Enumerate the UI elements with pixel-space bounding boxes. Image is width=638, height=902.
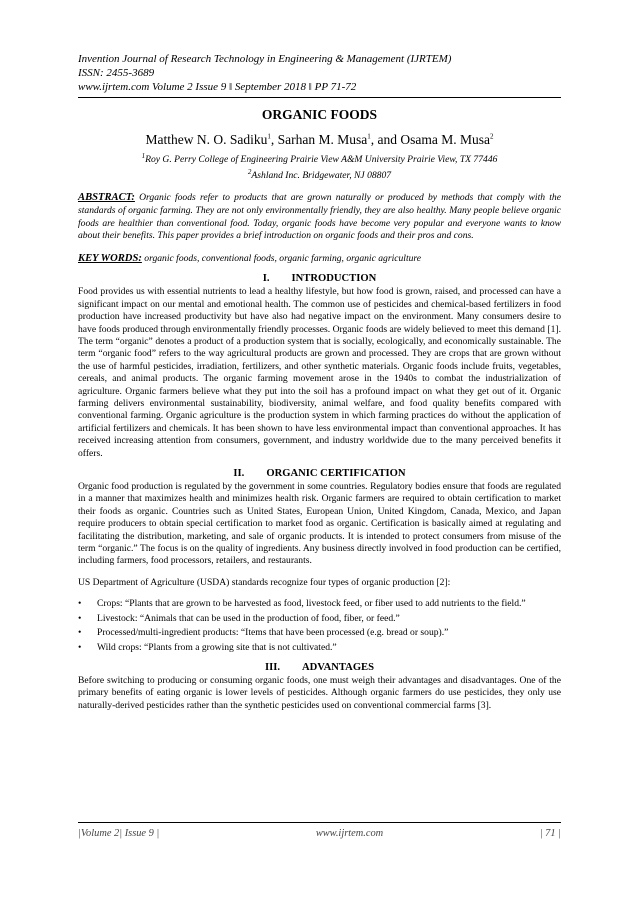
abstract-label: ABSTRACT: — [78, 192, 135, 204]
advantages-paragraph: Before switching to producing or consuming organic foods, one must weigh their advantages and disadvantages. One of the primary benefits of eating organic is lower levels of pesticides. Although organic farmers do use pesticides, they only use naturally-derived pesticides rather than the synthetic pesticides used on conventional commercial farms [3]. — [78, 674, 561, 711]
section-heading-certification: II. ORGANIC CERTIFICATION — [233, 468, 406, 480]
bullet-icon: • — [78, 641, 82, 653]
footer-page-number: | 71 | — [539, 828, 561, 839]
keywords-text: organic foods, conventional foods, organic farming, organic agriculture — [141, 252, 422, 264]
list-item: • Crops: “Plants that are grown to be harvested as food, livestock feed, or fiber used to add nutrients to the field.” — [78, 598, 526, 610]
affiliation-1: $^1$Roy G. Perry College of Engineering Prairie View A&M University Prairie View, TX 77446 — [141, 152, 498, 166]
usda-paragraph: US Department of Agriculture (USDA) standards recognize four types of organic production [2]: — [78, 576, 451, 588]
footer-volume: |Volume 2| Issue 9 | — [78, 828, 160, 839]
header-rule — [78, 97, 561, 98]
journal-name: Invention Journal of Research Technology in Engineering & Management (IJRTEM) — [78, 53, 452, 65]
journal-issue-info: www.ijrtem.com Volume 2 Issue 9 ǁ September 2018 ǁ PP 71-72 — [78, 81, 357, 93]
section-heading-introduction: I. INTRODUCTION — [262, 273, 377, 285]
journal-header — [78, 52, 561, 94]
list-item: • Wild crops: “Plants from a growing site that is not cultivated.” — [78, 641, 337, 653]
keywords — [78, 253, 561, 266]
author-2-affiliation-mark: 1 — [367, 132, 371, 141]
list-item: • Livestock: “Animals that can be used in the production of food, fiber, or feed.” — [78, 612, 400, 624]
bullet-icon: • — [78, 612, 82, 624]
list-item: • Processed/multi-ingredient products: “Items that have been processed (e.g. bread or soup).” — [78, 627, 449, 639]
footer-website: www.ijrtem.com — [315, 828, 384, 839]
paper-title: ORGANIC FOODS — [261, 107, 378, 122]
author-1: Matthew N. O. Sadiku — [145, 132, 268, 147]
author-list — [78, 132, 561, 148]
affiliations — [78, 150, 561, 182]
introduction-paragraph: Food provides us with essential nutrients to lead a healthy lifestyle, but how food is grown, raised, and processed can have a significant impact on our mental and emotional health. The common use of pesticides and chemical-based fertilizers in food production have increased productivity but have also had negative impact on the environment. Many consumers desire to have foods produced through environmentally friendly processes. Organic foods are widely believed to meet this demand [1]. The term “organic” denotes a product of a production system that is socially, ecologically, and economically sustainable. The term “organic food” refers to the way agricultural products are grown and processed. They are crops that are grown without the use of harmful pesticides, irradiation, fertilizers, and other synthetic materials. Organic foods include fruits, vegetables, cereals, and animal products. The organic farming movement arose in the 1940s to combat the industrialization of agriculture. Organic farmers believe what they put into the soil has a profound impact on what they get out of it. Organic farming delivers environmental sustainability, biodiversity, animal welfare, and food quality benefits compared with conventional farming. Organic agriculture is the production system in which farming practices do without the application of artificial fertilizers and chemicals. It has been shown to have less environmental impact than conventional approaches. It has received increasing attention from consumers, government, and industry worldwide due to the many perceived benefits it offers. — [78, 286, 561, 459]
abstract-text: Organic foods refer to products that are grown naturally or produced by methods that comply with the standards of organic farming. They are not only environmentally friendly, they are also healthy. Many people believe organic foods are healthier than conventional food. Today, organic foods have become very popular and everyone wants to know about their benefits. This paper provides a brief introduction on organic foods and their pros and cons. — [78, 192, 561, 242]
production-types-list — [78, 598, 561, 654]
author-3-affiliation-mark: 2 — [489, 132, 494, 141]
author-3: , and Osama M. Musa — [370, 132, 490, 147]
author-1-affiliation-mark: 1 — [267, 132, 271, 141]
keywords-label: KEY WORDS: — [78, 252, 142, 264]
page-footer — [78, 822, 561, 839]
section-heading-advantages: III. ADVANTAGES — [264, 661, 375, 673]
journal-issn: ISSN: 2455-3689 — [78, 67, 155, 79]
author-2: , Sarhan M. Musa — [270, 132, 368, 147]
footer-rule — [78, 822, 561, 823]
paper-page — [78, 52, 561, 712]
certification-paragraph: Organic food production is regulated by the government in some countries. Regulatory bodies ensure that foods are regulated in a manner that maximizes health and minimizes health risk. Organic farmers are required to obtain certification to market their foods as organic. Countries such as United States, European Union, United Kingdom, Canada, Mexico, and Japan require producers to obtain special certification to market food as organic. Certification is basically aimed at regulating and facilitating the distribution, marketing, and sale of organic products. It is intended to protect consumers from misuse of the term “organic.” The focus is on the quality of ingredients. Any business directly involved in food production can be certified, including farmers, food processors, retailers, and restaurants. — [78, 481, 561, 567]
abstract — [78, 192, 561, 242]
bullet-icon: • — [78, 598, 82, 610]
bullet-icon: • — [78, 627, 82, 639]
affiliation-2: $^2$Ashland Inc. Bridgewater, NJ 08807 — [247, 168, 392, 182]
